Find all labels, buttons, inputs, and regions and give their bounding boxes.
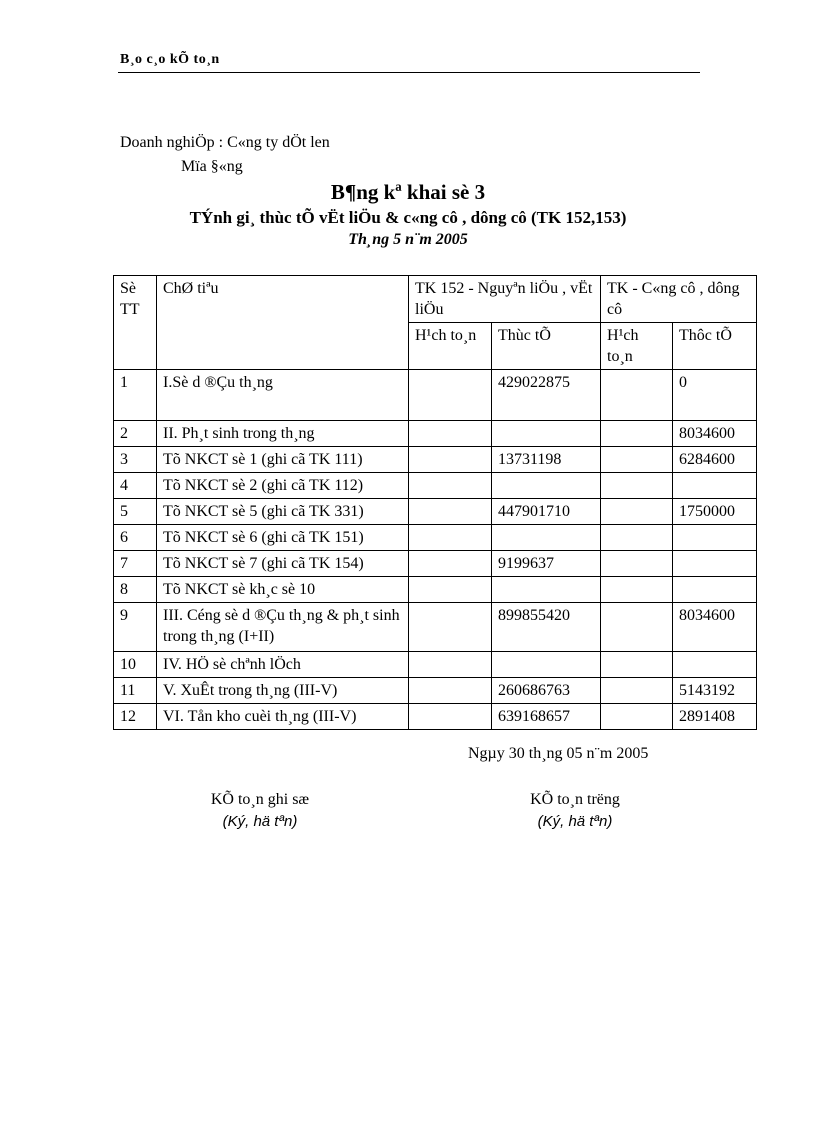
cell-hach-toan-152 [409,447,492,473]
cell-stt: 5 [114,499,157,525]
cell-hach-toan-152 [409,551,492,577]
cell-thuc-te-152 [492,525,601,551]
table-row [114,499,757,525]
signature-left [190,791,330,830]
signature-right [510,791,640,830]
cell-stt: 4 [114,473,157,499]
header-item: ChØ tiªu [157,276,409,370]
cell-thuc-te-153: 2891408 [673,704,757,730]
table-row [114,525,757,551]
cell-thuc-te-153 [673,551,757,577]
cell-thuc-te-152 [492,473,601,499]
cell-hach-toan-152 [409,525,492,551]
table-row [114,577,757,603]
table-row [114,603,757,652]
cell-thuc-te-153 [673,652,757,678]
table-row [114,447,757,473]
header-stt: Sè TT [114,276,157,370]
cell-thuc-te-153 [673,473,757,499]
cell-hach-toan-152 [409,370,492,421]
cell-hach-toan-153 [601,447,673,473]
header-thuc-te-1: Thùc tÕ [492,323,601,370]
cell-thuc-te-152: 639168657 [492,704,601,730]
table-row [114,421,757,447]
table-row [114,473,757,499]
cell-hach-toan-152 [409,652,492,678]
cell-thuc-te-152: 13731198 [492,447,601,473]
cell-thuc-te-153 [673,577,757,603]
signature-left-role: KÕ to¸n ghi sæ [210,791,310,808]
cell-stt: 6 [114,525,157,551]
cell-thuc-te-152: 429022875 [492,370,601,421]
cell-stt: 3 [114,447,157,473]
cell-hach-toan-152 [409,577,492,603]
cell-thuc-te-153: 8034600 [673,421,757,447]
cell-hach-toan-153 [601,678,673,704]
signature-right-role: KÕ to¸n trëng [530,791,620,808]
cell-hach-toan-152 [409,421,492,447]
cell-hach-toan-153 [601,704,673,730]
header-rule [118,72,700,73]
cell-hach-toan-153 [601,551,673,577]
cell-item: III. Céng sè d ®Çu th¸ng & ph¸t sinh trong th¸ng (I+II) [157,603,409,652]
cell-thuc-te-153: 1750000 [673,499,757,525]
cell-thuc-te-152: 899855420 [492,603,601,652]
company-subname: Mïa §«ng [181,158,243,175]
cell-thuc-te-152 [492,652,601,678]
cell-stt: 2 [114,421,157,447]
table-body [114,370,757,730]
header-hach-toan-1: H¹ch to¸n [409,323,492,370]
cell-thuc-te-153: 5143192 [673,678,757,704]
cell-thuc-te-153: 8034600 [673,603,757,652]
cell-thuc-te-152 [492,421,601,447]
cell-item: IV. HÖ sè chªnh lÖch [157,652,409,678]
cell-item: V. XuÊt trong th¸ng (III-V) [157,678,409,704]
signature-right-note: (Ký, hä tªn) [537,813,613,830]
cell-stt: 1 [114,370,157,421]
table-row [114,652,757,678]
cell-thuc-te-152: 260686763 [492,678,601,704]
page-header: B¸o c¸o kÕ to¸n [120,52,220,67]
table-header-row [114,276,757,323]
header-tk152: TK 152 - Nguyªn liÖu , vËt liÖu [409,276,601,323]
cell-hach-toan-153 [601,370,673,421]
date-line: Ngµy 30 th¸ng 05 n¨m 2005 [468,745,649,762]
cell-stt: 12 [114,704,157,730]
cell-thuc-te-153: 0 [673,370,757,421]
cell-hach-toan-153 [601,603,673,652]
header-hach-toan-2: H¹ch to¸n [601,323,673,370]
cell-stt: 9 [114,603,157,652]
cell-stt: 8 [114,577,157,603]
cell-item: Tõ NKCT sè 5 (ghi cã TK 331) [157,499,409,525]
table-row [114,370,757,421]
document-subtitle: TÝnh gi¸ thùc tÕ vËt liÖu & c«ng cô , dông cô (TK 152,153) [189,208,627,227]
header-tk153: TK - C«ng cô , dông cô [601,276,757,323]
cell-hach-toan-152 [409,678,492,704]
table-row [114,551,757,577]
cell-hach-toan-153 [601,525,673,551]
cell-stt: 11 [114,678,157,704]
cell-item: Tõ NKCT sè kh¸c sè 10 [157,577,409,603]
cell-hach-toan-152 [409,473,492,499]
cell-item: II. Ph¸t sinh trong th¸ng [157,421,409,447]
table-row [114,704,757,730]
signature-left-note: (Ký, hä tªn) [222,813,298,830]
cell-thuc-te-152 [492,577,601,603]
header-thuc-te-2: Thôc tÕ [673,323,757,370]
cell-hach-toan-153 [601,499,673,525]
cell-hach-toan-153 [601,652,673,678]
cell-thuc-te-153 [673,525,757,551]
cell-item: I.Sè d ®Çu th¸ng [157,370,409,421]
document-period: Th¸ng 5 n¨m 2005 [348,231,468,248]
cell-stt: 10 [114,652,157,678]
cell-hach-toan-152 [409,603,492,652]
cell-item: Tõ NKCT sè 2 (ghi cã TK 112) [157,473,409,499]
company-name: Doanh nghiÖp : C«ng ty dÖt len [120,134,330,151]
cell-hach-toan-153 [601,577,673,603]
cell-thuc-te-152: 9199637 [492,551,601,577]
document-title: B¶ng kª khai sè 3 [330,180,486,204]
cell-hach-toan-152 [409,499,492,525]
cell-item: Tõ NKCT sè 6 (ghi cã TK 151) [157,525,409,551]
cell-hach-toan-153 [601,473,673,499]
cell-thuc-te-153: 6284600 [673,447,757,473]
cell-thuc-te-152: 447901710 [492,499,601,525]
cell-stt: 7 [114,551,157,577]
table-row [114,678,757,704]
cell-item: Tõ NKCT sè 7 (ghi cã TK 154) [157,551,409,577]
cell-item: VI. Tån kho cuèi th¸ng (III-V) [157,704,409,730]
cell-hach-toan-152 [409,704,492,730]
cell-hach-toan-153 [601,421,673,447]
cell-item: Tõ NKCT sè 1 (ghi cã TK 111) [157,447,409,473]
ledger-table [113,275,757,730]
